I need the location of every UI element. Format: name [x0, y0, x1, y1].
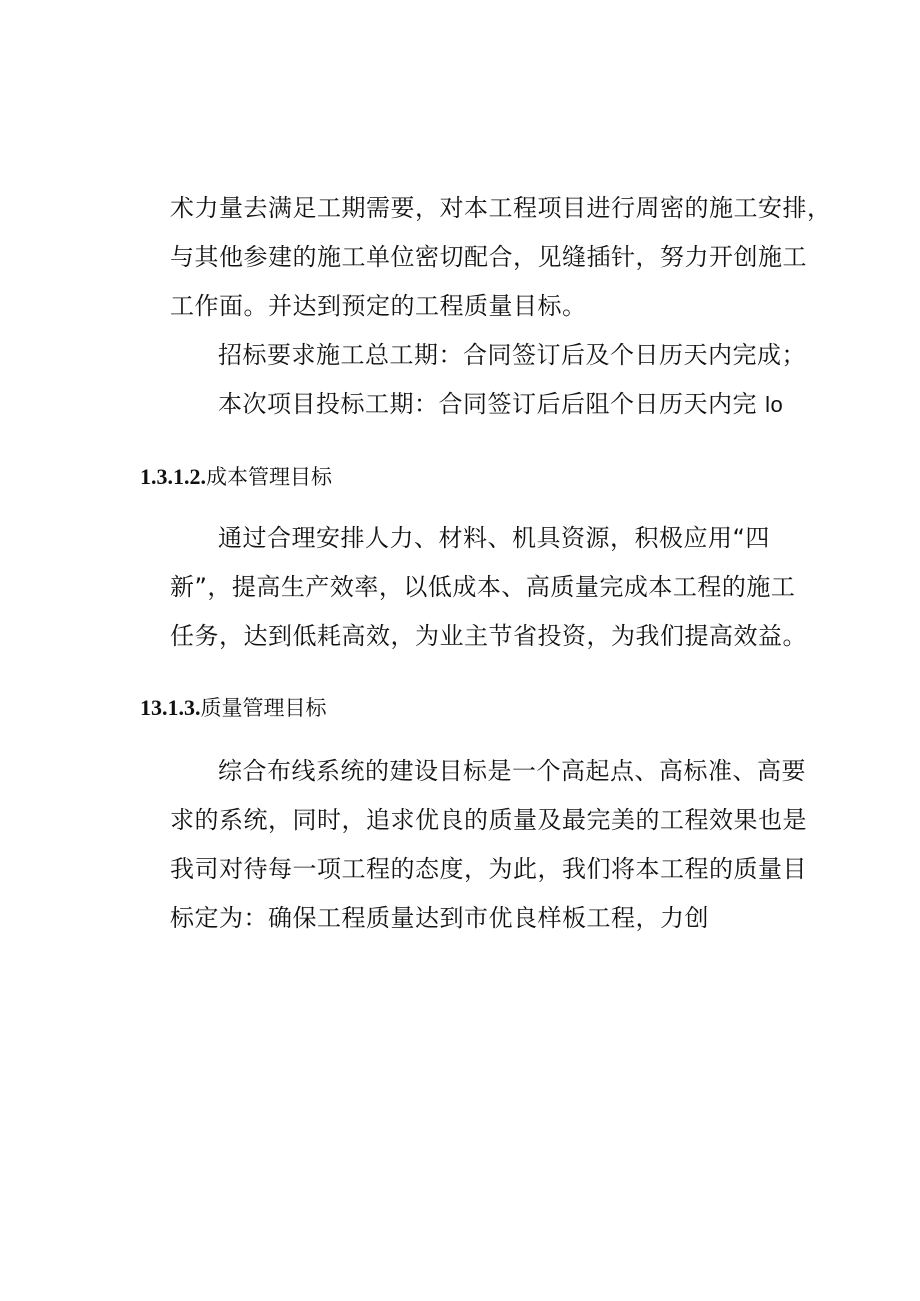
paragraph-line: [218, 388, 783, 421]
section-number: 13.1.3.: [140, 695, 201, 720]
section-heading: [140, 462, 332, 493]
paragraph-line: 任务，达到低耗高效，为业主节省投资，为我们提高效益。: [170, 622, 807, 650]
paragraph-line: 标定为：确保工程质量达到市优良样板工程，力创: [170, 904, 709, 932]
paragraph-line: 与其他参建的施工单位密切配合，见缝插针，努力开创施工: [170, 243, 807, 271]
section-number: 1.3.1.2.: [140, 464, 206, 489]
section-title: 质量管理目标: [200, 696, 327, 720]
paragraph-line: 综合布线系统的建设目标是一个高起点、高标准、高要: [218, 757, 806, 785]
paragraph-line: 新”，提高生产效率，以低成本、高质量完成本工程的施工: [170, 573, 796, 601]
paragraph-line-tail: lo: [765, 392, 784, 417]
paragraph-line: 求的系统，同时，追求优良的质量及最完美的工程效果也是: [170, 806, 807, 834]
paragraph-line: 术力量去满足工期需要，对本工程项目进行周密的施工安排，: [170, 194, 832, 222]
section-heading: [140, 693, 327, 724]
paragraph-line: 我司对待每一项工程的态度，为此，我们将本工程的质量目: [170, 855, 807, 883]
paragraph-line: 工作面。并达到预定的工程质量目标。: [170, 292, 587, 320]
paragraph-line: 通过合理安排人力、材料、机具资源，积极应用“四: [218, 524, 770, 552]
paragraph-line: 招标要求施工总工期：合同签订后及个日历天内完成；: [218, 341, 806, 369]
paragraph-line-text: 本次项目投标工期：合同签订后后阻个日历天内完: [218, 390, 757, 418]
section-title: 成本管理目标: [206, 465, 332, 489]
